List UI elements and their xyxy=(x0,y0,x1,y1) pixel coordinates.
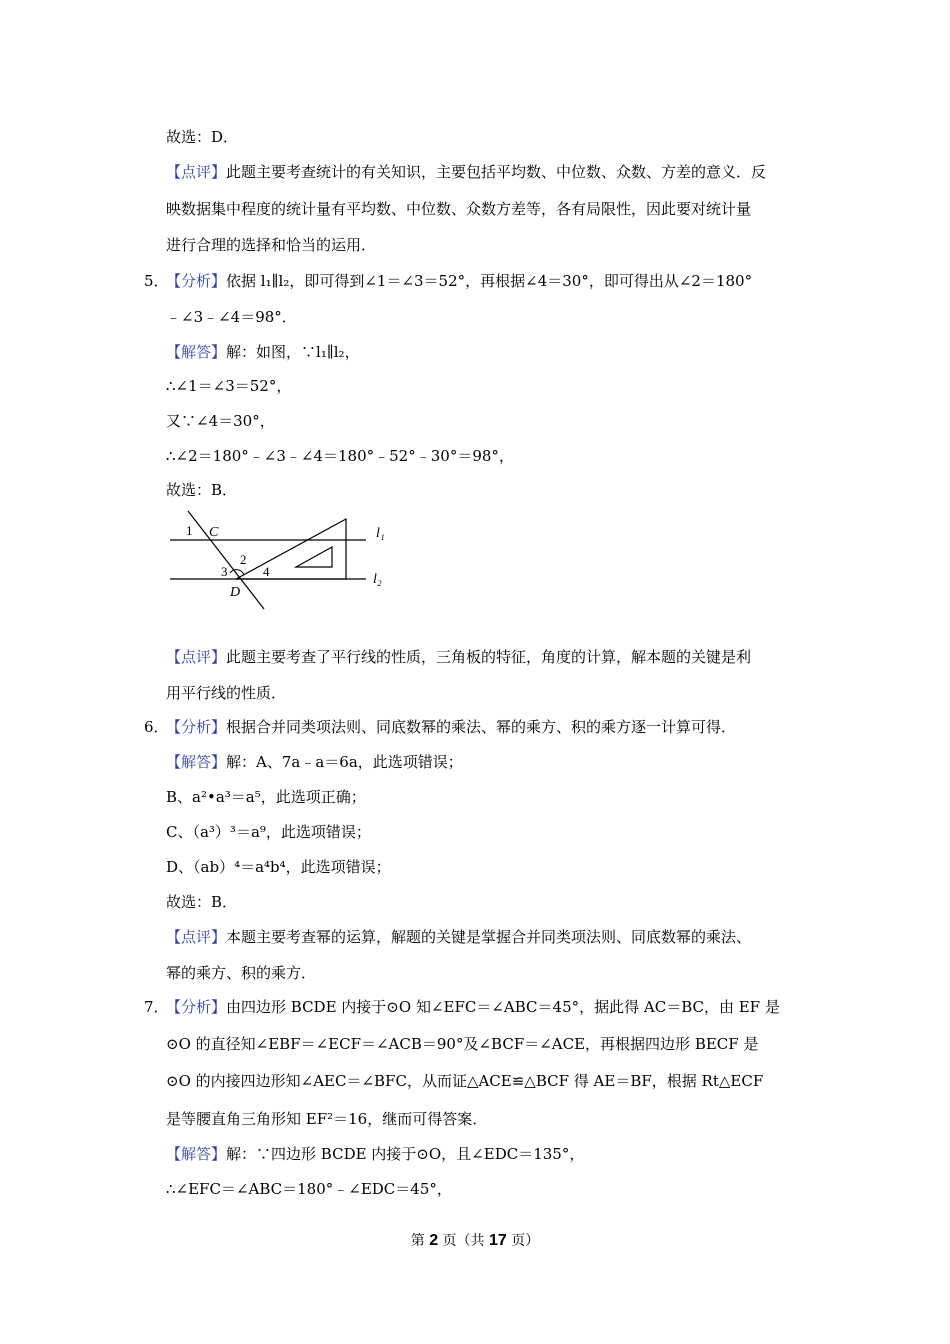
answer-text: 解：∵四边形 BCDE 内接于⊙O，且∠EDC＝135°， xyxy=(226,1145,585,1163)
review-4-line2: 映数据集中程度的统计量有平均数、中位数、众数方差等，各有局限性，因此要对统计量 xyxy=(166,200,752,218)
label-1: 1 xyxy=(186,523,193,538)
choice-d-text: 故选：D． xyxy=(166,128,239,146)
q7-analysis-line2: ⊙O 的直径知∠EBF＝∠ECF＝∠ACB＝90°及∠BCF＝∠ACE，再根据四边形 BECF 是 xyxy=(166,1035,759,1053)
label-2: 2 xyxy=(240,552,247,567)
q5-analysis-line2: ﹣∠3﹣∠4＝98°． xyxy=(166,308,297,326)
q7-analysis-line4: 是等腰直角三角形知 EF²＝16，继而可得答案． xyxy=(166,1110,488,1128)
label-4: 4 xyxy=(263,564,270,579)
analysis-text: 依据 l₁∥l₂，即可得到∠1＝∠3＝52°，再根据∠4＝30°，即可得出从∠2＝180° xyxy=(226,272,753,290)
q5-review-line1 xyxy=(166,647,751,667)
q6-answer-line3: C、（a³）³＝a⁹，此选项错误； xyxy=(166,823,371,841)
q7-analysis-line3: ⊙O 的内接四边形知∠AEC＝∠BFC，从而证△ACE≌△BCF 得 AE＝BF，根据 Rt△ECF xyxy=(166,1072,764,1090)
q7-answer-line2: ∴∠EFC＝∠ABC＝180°﹣∠EDC＝45°， xyxy=(166,1180,452,1198)
analysis-tag: 【分析】 xyxy=(166,998,227,1016)
q7-answer-line1 xyxy=(166,1144,584,1164)
q6-analysis-line1 xyxy=(166,717,736,737)
answer-text: 解：A、7a﹣a＝6a，此选项错误； xyxy=(226,753,463,771)
answer-text: 解：如图，∵l₁∥l₂， xyxy=(226,343,360,361)
page-footer xyxy=(0,1230,950,1250)
review-text: 本题主要考查幂的运算，解题的关键是掌握合并同类项法则、同底数幂的乘法、 xyxy=(226,928,752,946)
label-D: D xyxy=(230,585,241,600)
analysis-tag: 【分析】 xyxy=(166,718,227,736)
q7-number: 7． xyxy=(144,998,169,1016)
footer-middle: 页（共 xyxy=(438,1233,489,1249)
answer-tag: 【解答】 xyxy=(166,1145,227,1163)
total-pages: 17 xyxy=(489,1232,507,1249)
q5-choice: 故选：B． xyxy=(166,481,238,499)
q5-number: 5． xyxy=(144,272,169,290)
review-tag: 【点评】 xyxy=(166,163,227,181)
q6-answer-line2: B、a²•a³＝a⁵，此选项正确； xyxy=(166,788,366,806)
review-text: 此题主要考查了平行线的性质，三角板的特征，角度的计算，解本题的关键是利 xyxy=(226,648,752,666)
set-square-inner xyxy=(296,547,332,567)
q5-review-line2: 用平行线的性质． xyxy=(166,684,287,702)
answer-tag: 【解答】 xyxy=(166,753,227,771)
review-tag: 【点评】 xyxy=(166,928,227,946)
review-text: 此题主要考查统计的有关知识，主要包括平均数、中位数、众数、方差的意义．反 xyxy=(226,163,767,181)
q6-answer-line4: D、（ab）⁴＝a⁴b⁴，此选项错误； xyxy=(166,858,391,876)
q5-answer-line4: ∴∠2＝180°﹣∠3﹣∠4＝180°﹣52°﹣30°＝98°， xyxy=(166,447,514,465)
analysis-text: 根据合并同类项法则、同底数幂的乘法、幂的乘方、积的乘方逐一计算可得． xyxy=(226,718,737,736)
q6-review-line1 xyxy=(166,927,751,947)
q5-answer-line1 xyxy=(166,342,360,362)
analysis-tag: 【分析】 xyxy=(166,272,227,290)
q6-choice: 故选：B． xyxy=(166,893,238,911)
transversal-line xyxy=(188,511,264,609)
analysis-text: 由四边形 BCDE 内接于⊙O 知∠EFC＝∠ABC＝45°，据此得 AC＝BC，由 EF 是 xyxy=(226,998,780,1016)
q7-analysis-line1 xyxy=(166,997,780,1017)
q6-review-line2: 幂的乘方、积的乘方． xyxy=(166,964,317,982)
page-number: 2 xyxy=(429,1232,439,1249)
label-C: C xyxy=(209,525,219,540)
q5-analysis-line1 xyxy=(166,271,752,291)
q5-answer-line2: ∴∠1＝∠3＝52°， xyxy=(166,377,292,395)
footer-prefix: 第 xyxy=(410,1233,430,1249)
q6-number: 6． xyxy=(144,718,169,736)
label-l2: l₂ xyxy=(373,572,382,587)
q5-answer-line3: 又∵∠4＝30°， xyxy=(166,412,275,430)
answer-tag: 【解答】 xyxy=(166,343,227,361)
label-l1: l₁ xyxy=(376,526,385,541)
label-3: 3 xyxy=(221,564,228,579)
q6-answer-line1 xyxy=(166,752,463,772)
parallel-lines-figure xyxy=(166,505,396,610)
review-4-line1 xyxy=(166,162,766,182)
footer-suffix: 页） xyxy=(506,1233,540,1249)
review-4-line3: 进行合理的选择和恰当的运用． xyxy=(166,236,377,254)
review-tag: 【点评】 xyxy=(166,648,227,666)
